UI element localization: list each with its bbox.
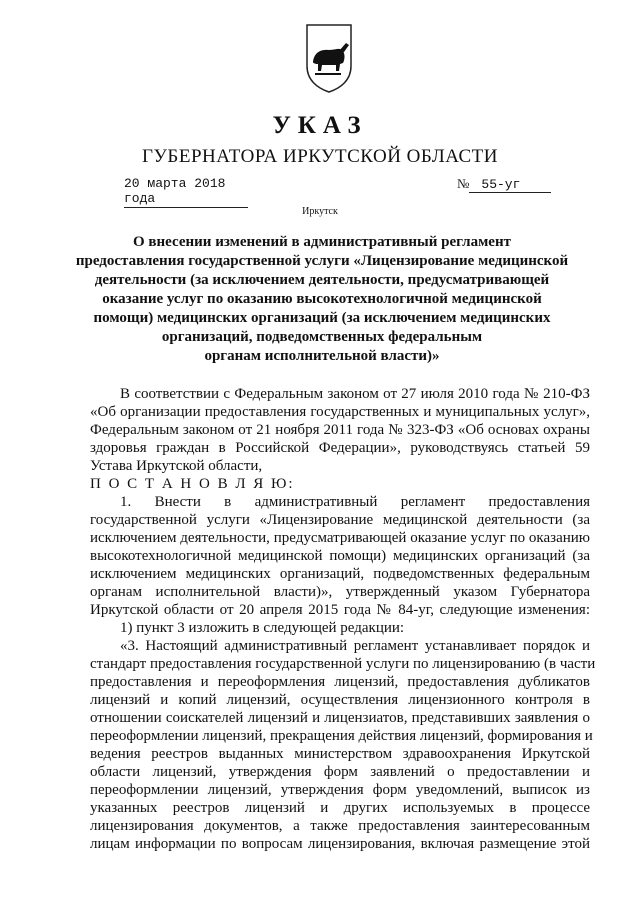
issuer-heading: ГУБЕРНАТОРА ИРКУТСКОЙ ОБЛАСТИ [142, 146, 498, 167]
document-type-heading: УКАЗ [272, 112, 368, 139]
body-line: 1. Внести в административный регламент предоставления [120, 494, 590, 510]
document-date: 20 марта 2018 года [124, 176, 248, 208]
title-line: организаций, подведомственных федеральным [161, 329, 483, 345]
body-line: отношении соискателей лицензий и лицензиатов, представивших заявления о [90, 710, 590, 726]
city-label: Иркутск [302, 206, 338, 217]
body-line: «Об организации предоставления государственных и муниципальных услуг», [90, 404, 590, 420]
body-line: предоставления и переоформления лицензий, предоставления дубликатов [90, 674, 590, 690]
title-line: помощи) медицинских организаций (за исключением медицинских [93, 310, 551, 326]
title-line: оказание услуг по оказанию высокотехнологичной медицинской [102, 291, 542, 307]
body-line: лицензий и копий лицензий, осуществления лицензионного контроля в [90, 692, 590, 708]
body-line: области лицензий, утверждения форм заявлений о предоставлении и [90, 764, 590, 780]
title-line: предоставления государственной услуги «Лицензирование медицинской [75, 253, 569, 269]
number-label: № [457, 176, 470, 191]
body-line: Иркутской области от 20 апреля 2015 года № 84-уг, следующие изменения: [90, 602, 590, 618]
title-line: органам исполнительной власти)» [204, 348, 440, 364]
body-line: здоровья граждан в Российской Федерации», руководствуясь статьей 59 [90, 440, 590, 456]
body-line: лицам информации по вопросам лицензирования, включая размещение этой [90, 836, 590, 852]
body-line: исключением медицинских организаций, подведомственных федеральным [90, 566, 590, 582]
title-line: деятельности (за исключением деятельности, предусматривающей [94, 272, 550, 288]
body-line: высокотехнологичной медицинской помощи) медицинских организаций (за [90, 548, 590, 564]
body-line: переоформлении лицензий, прекращения действия лицензий, формирования и [90, 728, 593, 744]
body-line: ведения реестров выданных министерством здравоохранения Иркутской [90, 746, 590, 762]
body-line: стандарт предоставления государственной услуги по лицензированию (в части [90, 656, 596, 672]
body-line: лицензирования документов, а также предоставления заинтересованным [90, 818, 590, 834]
title-line: О внесении изменений в административный регламент [133, 234, 511, 250]
body-line: указанных реестров лицензий и других используемых в процессе [90, 800, 590, 816]
body-line: П О С Т А Н О В Л Я Ю: [90, 476, 295, 492]
coat-of-arms-icon [303, 22, 355, 94]
body-line: В соответствии с Федеральным законом от 27 июля 2010 года № 210-ФЗ [120, 386, 590, 402]
document-title [72, 233, 572, 366]
body-line: государственной услуги «Лицензирование медицинской деятельности (за [90, 512, 590, 528]
document-number: 55-уг [469, 177, 551, 193]
body-line: Устава Иркутской области, [90, 458, 263, 474]
document-body [90, 385, 596, 853]
body-line: переоформлении лицензий, утверждения форм уведомлений, выписок из [90, 782, 590, 798]
body-line: Федеральным законом от 21 ноября 2011 года № 323-ФЗ «Об основах охраны [90, 422, 590, 438]
body-line: 1) пункт 3 изложить в следующей редакции: [120, 620, 405, 636]
body-line: «3. Настоящий административный регламент устанавливает порядок и [120, 638, 590, 654]
document-number-block [457, 176, 551, 193]
body-line: органам исполнительной власти)», утвержденный указом Губернатора [90, 584, 590, 600]
body-line: исключением деятельности, предусматривающей оказание услуг по оказанию [90, 530, 590, 546]
